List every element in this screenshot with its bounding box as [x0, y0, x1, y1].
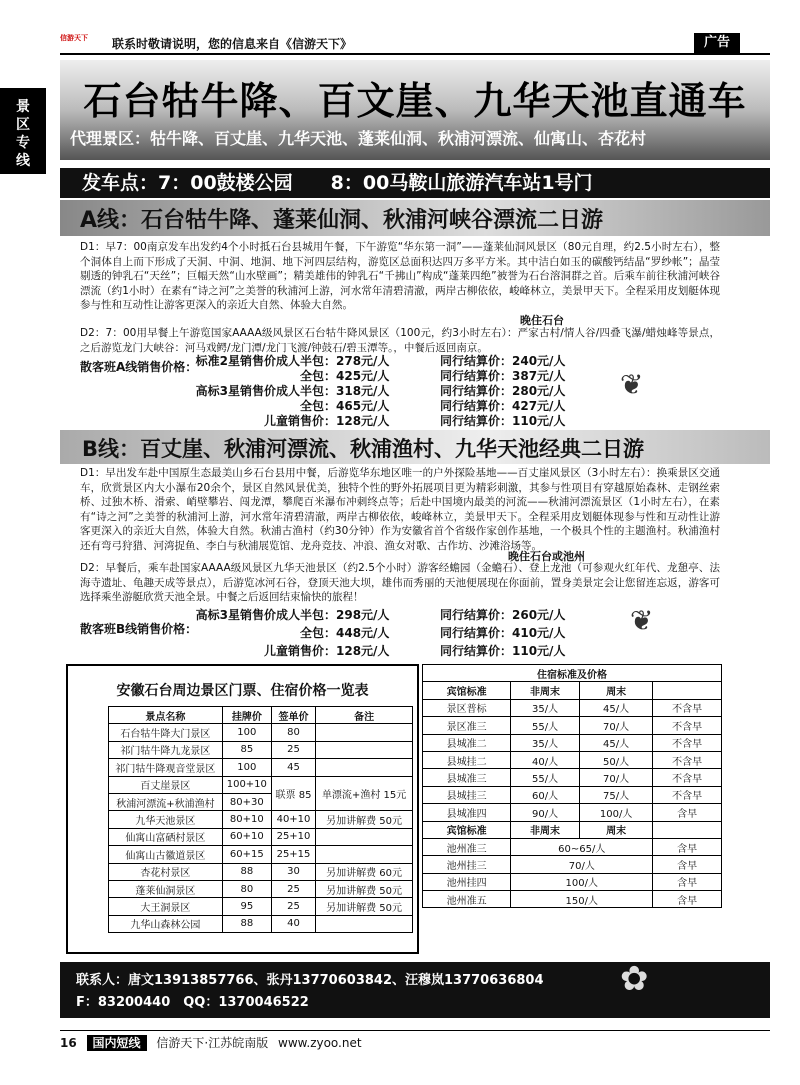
butterfly-icon: ❦: [630, 604, 654, 637]
website-url: www.zyoo.net: [278, 1036, 362, 1050]
table-row: 县城准二 35/人 45/人 不含早: [423, 734, 722, 751]
table-row: 石台牯牛降大门景区 100 80: [109, 724, 413, 741]
table-row: 县城准四 90/人 100/人 含早: [423, 804, 722, 821]
route-a-day2: D2：7：00用早餐上午游览国家AAAA级风景区石台牯牛降风景区（100元，约3小时左右）：严家古村/情人谷/四叠飞瀑/蜡烛峰等景点，之后游览龙门大峡谷：河马戏鳄/龙门潭/龙门飞渡/钟鼓石/碧玉潭等。，中餐后返回南京。: [80, 327, 720, 354]
route-b-title: B线：百丈崖、秋浦河漂流、秋浦渔村、九华天池经典二日游: [82, 437, 645, 461]
route-a-day1: D1：早7：00南京发车出发约4个小时抵石台县城用午餐，下午游览“华东第一洞”——蓬莱仙洞风景区（80元自理，约2.5小时左右），整个洞体自上而下形成了天洞、中洞、地洞、地下河四层结构，游览区总面积达四万多平方米。其中洁白如玉的碳酸钙结晶“罗纱帐”；晶莹剔透的钟乳石“天丝”；巨幅天然“山水壁画”；精美雄伟的钟乳石“千拂山”构成“蓬莱四绝”被誉为石台溶洞群之首。后乘车前往秋浦河峡谷漂流（约1小时）在素有“诗之河”之美誉的秋浦河上游，河水常年清碧清澈，两岸古柳依依，峻峰林立，美景甲天下。全程采用皮划艇体现参与性和互动性让游客更深入的亲近大自然、体验大自然。: [80, 241, 720, 311]
route-a-price-label: 散客班A线销售价格：: [80, 360, 198, 374]
price-row: 儿童销售价：128元/人 同行结算价：110元/人: [263, 414, 566, 428]
route-a-price-list: [160, 352, 620, 427]
table-row: 大王洞景区 95 25 另加讲解费 50元: [109, 898, 413, 915]
table-row: 祁门牯牛降九龙景区 85 25: [109, 741, 413, 758]
hotel-price-table: [422, 664, 722, 908]
route-b-day1-stay: 晚住石台或池州: [508, 550, 585, 563]
price-row: 全包：465元/人 同行结算价：427元/人: [299, 399, 566, 413]
table-row: 百丈崖景区 100+10 联票 85 单漂流+渔村 15元: [109, 776, 413, 793]
table-row: 九华山森林公园 88 40: [109, 915, 413, 932]
contact-bar: [60, 959, 770, 1018]
route-a-day1-stay: 晚住石台: [520, 314, 564, 327]
table-row: 宾馆标准 非周末 周末: [423, 821, 722, 838]
table-row: 县城挂三 60/人 75/人 不含早: [423, 786, 722, 803]
table-row: 池州挂三 70/人 含早: [423, 856, 722, 873]
route-b-price-list: [160, 606, 620, 660]
header-notice: 联系时敬请说明，您的信息来自《信游天下》: [112, 37, 353, 51]
table-row: 池州准五 150/人 含早: [423, 891, 722, 908]
table-row: 仙寓山富硒村景区 60+10 25+10: [109, 828, 413, 845]
table-row: 县城挂二 40/人 50/人 不含早: [423, 751, 722, 768]
table-row: 蓬莱仙洞景区 80 25 另加讲解费 50元: [109, 880, 413, 897]
hero-title: 石台牯牛降、百文崖、九华天池直通车: [83, 79, 747, 123]
route-b-day2: D2：早餐后，乘车赴国家AAAA级风景区九华天池景区（约2.5个小时）游客经蟾园（金蟾石）、登上龙池（可参观火红年代、龙憩亭、法海寺遗址、龟趣天成等景点），后游览冰河石谷，登顶天池大坝，雄伟而秀丽的天池便展现在你面前，置身美景定会让您留连忘返，游客可选择乘坐游艇欣赏天池全景。中餐之后返回结束愉快的旅程！: [80, 562, 720, 603]
section-label: 国内短线: [87, 1035, 147, 1051]
ticket-table-title: 安徽石台周边景区门票、住宿价格一览表: [116, 683, 369, 699]
table-row: 宾馆标准 非周末 周末: [423, 682, 722, 699]
publisher-logo: 信游天下: [60, 34, 88, 42]
table-row: 祁门牯牛降观音堂景区 100 45: [109, 759, 413, 776]
publication-name: 信游天下·江苏皖南版: [156, 1036, 269, 1050]
route-a-title: A线：石台牯牛降、蓬莱仙洞、秋浦河峡谷漂流二日游: [80, 208, 604, 233]
table-row: 池州挂四 100/人 含早: [423, 873, 722, 890]
table-row: 秋浦河漂流+秋浦渔村 80+30: [109, 793, 413, 810]
butterfly-icon: ❦: [620, 368, 644, 401]
page-footer: [60, 1030, 770, 1056]
table-row: 仙寓山古徽道景区 60+15 25+15: [109, 846, 413, 863]
price-row: 全包：425元/人 同行结算价：387元/人: [299, 369, 566, 383]
ticket-price-panel: [66, 664, 419, 954]
route-b-day1: D1：早出发车赴中国原生态最美山乡石台县用中餐，后游览华东地区唯一的户外探险基地——百丈崖风景区（3小时左右）：换乘景区交通车，欣赏景区内大小瀑布20余个，景区自然风景优美，独特个性的野外拓展项目更为精彩刺激，其参与性项目有穿越原始森林、走钢丝索桥、过独木桥、滑索、峭壁攀岩、闯龙潭，攀爬百米瀑布冲刺终点等；后赴中国境内最美的河流——秋浦河漂流景区（1小时左右），在素有“诗之河”之美誉的秋浦河上游，河水常年清碧清澈，两岸古柳依依，峻峰林立，美景甲天下。全程采用皮划艇体现参与性和互动性让游客更深入的亲近大自然，体验大自然。秋浦古渔村（约30分钟）作为安徽省首个省级作家创作基地，一个极具个性的主题渔村。秋浦渔村还有弯弓狩猎、河湾捉鱼、李白与秋浦展览馆、龙舟竞技、冲浪、渔女对歌、古作坊、沙滩浴场等。: [80, 467, 720, 552]
ticket-table: [108, 706, 413, 933]
hero-banner: [60, 60, 770, 160]
table-row: 景区普标 35/人 45/人 不含早: [423, 699, 722, 716]
departure-info: 发车点：7：00鼓楼公园 8：00马鞍山旅游汽车站1号门: [60, 168, 770, 198]
route-b-banner: [60, 430, 770, 464]
contact-people: 联系人：唐文13913857766、张丹13770603842、汪穆岚13770636804: [76, 973, 544, 988]
route-a-banner: [60, 200, 770, 236]
table-row: 池州准三 60~65/人 含早: [423, 838, 722, 855]
table-row: 县城准三 55/人 70/人 不含早: [423, 769, 722, 786]
side-tab-label: 景区专线: [16, 99, 30, 169]
agency-scenic-list: 代理景区：牯牛降、百丈崖、九华天池、蓬莱仙洞、秋浦河漂流、仙寓山、杏花村: [70, 129, 647, 148]
header-bar: [60, 33, 770, 55]
side-tab: [0, 88, 46, 174]
route-b-price-label: 散客班B线销售价格：: [80, 622, 198, 636]
contact-fax-qq: F：83200440 QQ：1370046522: [76, 995, 309, 1010]
price-row: 全包：448元/人 同行结算价：410元/人: [299, 626, 566, 640]
table-header-row: 住宿标准及价格: [423, 665, 722, 682]
price-row: 高标3星销售价成人半包：318元/人 同行结算价：280元/人: [195, 384, 566, 398]
price-row: 儿童销售价：128元/人 同行结算价：110元/人: [263, 644, 566, 658]
ad-tag: 广告: [694, 33, 740, 53]
page-number: 16: [60, 1036, 77, 1050]
table-header-row: 景点名称 挂牌价 签单价 备注: [109, 707, 413, 724]
table-row: 杏花村景区 88 30 另加讲解费 60元: [109, 863, 413, 880]
price-row: 标准2星销售价成人半包：278元/人 同行结算价：240元/人: [195, 354, 566, 368]
table-row: 九华天池景区 80+10 40+10 另加讲解费 50元: [109, 811, 413, 828]
flower-icon: ✿: [620, 959, 649, 999]
price-row: 高标3星销售价成人半包：298元/人 同行结算价：260元/人: [195, 608, 566, 622]
table-row: 景区准三 55/人 70/人 不含早: [423, 717, 722, 734]
